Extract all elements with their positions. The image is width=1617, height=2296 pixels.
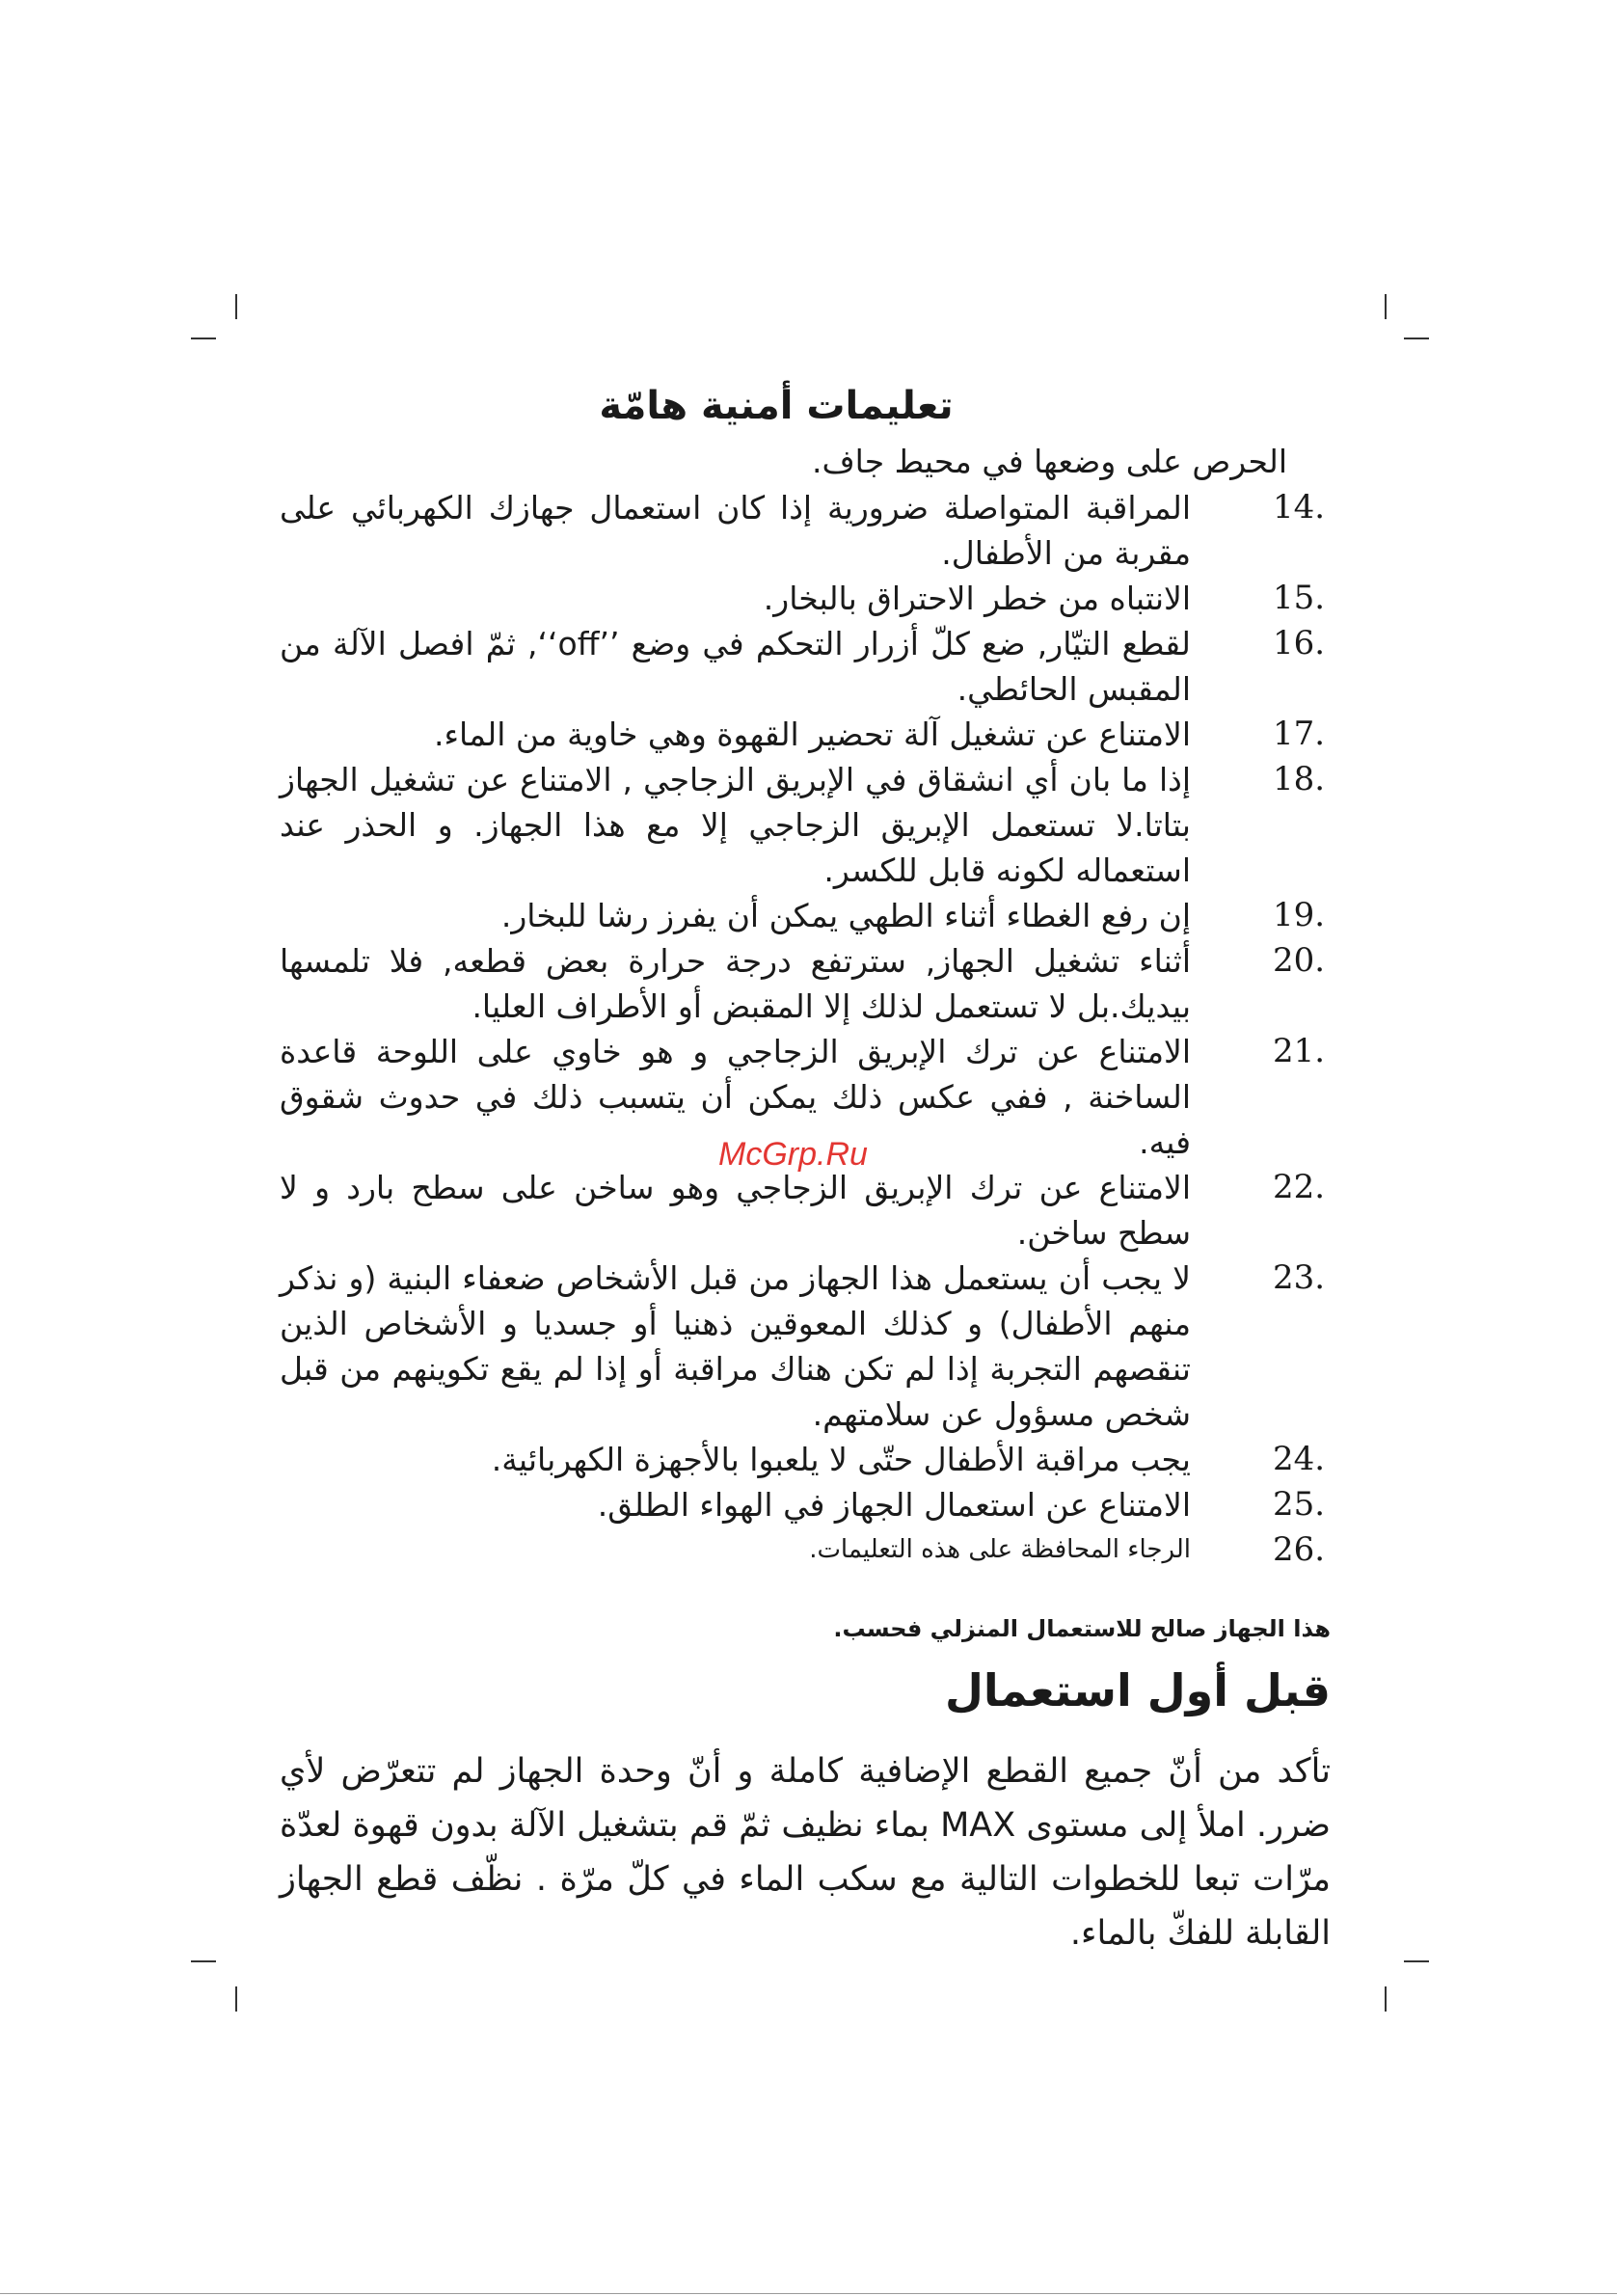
list-item: [280, 893, 1331, 938]
list-item: [280, 1165, 1331, 1256]
item-text: إن رفع الغطاء أثناء الطهي يمكن أن يفرز رشا للبخار.: [500, 897, 1191, 934]
crop-mark: [1404, 1960, 1429, 1962]
list-item: [280, 1437, 1331, 1482]
safety-list: [280, 485, 1331, 1573]
section-paragraph: تأكد من أنّ جميع القطع الإضافية كاملة و أنّ وحدة الجهاز لم تتعرّض لأي ضرر. املأ إلى مستوى MAX بماء نظيف ثمّ قم بتشغيل الآلة بدون قهوة لعدّة مرّات تبعا للخطوات التالية مع سكب الماء في كلّ مرّة . نظّف قطع الجهاز القابلة للفكّ بالماء.: [280, 1752, 1331, 1953]
item-number: 20.: [1273, 941, 1326, 980]
item-number: 18.: [1273, 760, 1326, 798]
crop-mark: [1385, 294, 1387, 319]
item-number: 25.: [1273, 1485, 1326, 1524]
watermark: McGrp.Ru: [718, 1136, 868, 1173]
item-number: 19.: [1273, 896, 1326, 934]
list-item: [280, 757, 1331, 893]
item-number: 16.: [1273, 624, 1326, 662]
item-text: الانتباه من خطر الاحتراق بالبخار.: [763, 580, 1191, 617]
list-item: [280, 1482, 1331, 1527]
item-text: الامتناع عن ترك الإبريق الزجاجي وهو ساخن على سطح بارد و لا سطح ساخن.: [280, 1169, 1191, 1252]
list-item: [280, 1527, 1331, 1573]
item-text: لقطع التيّار, ضع كلّ أزرار التحكم في وضع ’’off‘‘, ثمّ افصل الآلة من المقبس الحائطي.: [280, 625, 1191, 708]
list-item: [280, 938, 1331, 1029]
item-number: 23.: [1273, 1258, 1326, 1297]
item-number: 26.: [1273, 1530, 1326, 1569]
item-text: لا يجب أن يستعمل هذا الجهاز من قبل الأشخاص ضعفاء البنية (و نذكر منهم الأطفال) و كذلك المعوقين ذهنيا أو جسديا و الأشخاص الذين تنقصهم التجربة إذا لم تكن هناك مراقبة أو إذا لم يقع تكوينهم من قبل شخص مسؤول عن سلامتهم.: [280, 1259, 1191, 1433]
item-number: 17.: [1273, 715, 1326, 753]
page-edge-line: [0, 2293, 1617, 2294]
item-text: الامتناع عن تشغيل آلة تحضير القهوة وهي خاوية من الماء.: [434, 716, 1191, 753]
item-text: الامتناع عن ترك الإبريق الزجاجي و هو خاوي على اللوحة قاعدة الساخنة , ففي عكس ذلك يمكن أن يتسبب ذلك في حدوث شقوق فيه.: [280, 1033, 1191, 1161]
crop-mark: [235, 1986, 237, 2012]
crop-mark: [235, 294, 237, 319]
list-item: [280, 485, 1331, 576]
continuation-line: الحرص على وضعها في محيط جاف.: [811, 443, 1287, 480]
item-text: إذا ما بان أي انشقاق في الإبريق الزجاجي , الامتناع عن تشغيل الجهاز بتاتا.لا تستعمل الإبريق الزجاجي إلا مع هذا الجهاز. و الحذر عند استعماله لكونه قابل للكسر.: [280, 761, 1191, 889]
list-item: [280, 712, 1331, 757]
household-note: هذا الجهاز صالح للاستعمال المنزلي فحسب.: [833, 1615, 1331, 1642]
crop-mark: [1385, 1986, 1387, 2012]
item-text: أثناء تشغيل الجهاز, سترتفع درجة حرارة بعض قطعه, فلا تلمسها بيديك.بل لا تستعمل لذلك إلا المقبض أو الأطراف العليا.: [280, 942, 1191, 1025]
item-number: 15.: [1273, 579, 1326, 617]
item-text: الرجاء المحافظة على هذه التعليمات.: [809, 1535, 1191, 1564]
crop-mark: [191, 338, 216, 339]
section-title: قبل أول استعمال: [944, 1664, 1331, 1716]
crop-mark: [1404, 338, 1429, 339]
item-text: المراقبة المتواصلة ضرورية إذا كان استعمال جهازك الكهربائي على مقربة من الأطفال.: [280, 489, 1191, 572]
list-item: [280, 621, 1331, 712]
item-number: 21.: [1273, 1032, 1326, 1070]
item-number: 22.: [1273, 1168, 1326, 1206]
item-number: 14.: [1273, 488, 1326, 527]
crop-mark: [191, 1960, 216, 1962]
item-number: 24.: [1273, 1440, 1326, 1478]
item-text: يجب مراقبة الأطفال حتّى لا يلعبوا بالأجهزة الكهربائية.: [491, 1441, 1191, 1478]
list-item: [280, 576, 1331, 621]
item-text: الامتناع عن استعمال الجهاز في الهواء الطلق.: [597, 1486, 1191, 1524]
list-item: [280, 1256, 1331, 1437]
page-title: تعليمات أمنية هامّة: [599, 384, 954, 428]
